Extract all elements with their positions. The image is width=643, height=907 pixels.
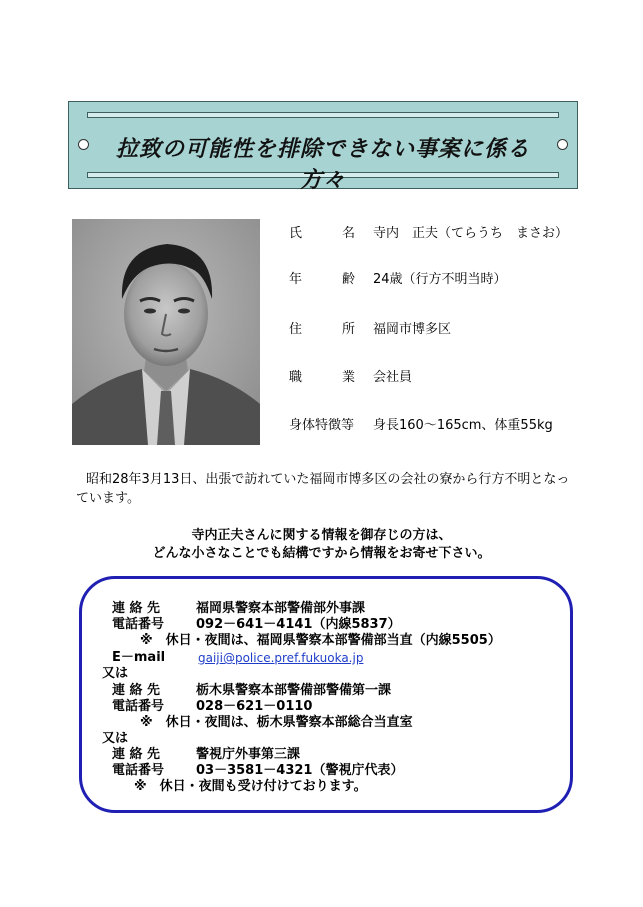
contact-label: 連 絡 先	[112, 683, 161, 698]
tochigi-note: ※ 休日・夜間は、栃木県警察本部総合当直室	[140, 715, 413, 730]
banner-top-rail	[87, 112, 559, 118]
age-label: 年 齢	[289, 272, 355, 287]
or-label-2: 又は	[102, 731, 129, 746]
fukuoka-phone-row	[112, 617, 401, 633]
fukuoka-email-link[interactable]: gaiji@police.pref.fukuoka.jp	[198, 651, 364, 665]
name-label: 氏 名	[289, 226, 355, 241]
mpd-org: 警視庁外事第三課	[196, 747, 301, 762]
contact-box	[79, 576, 573, 813]
mpd-phone-row	[112, 763, 404, 779]
physical-value: 身長160～165cm、体重55kg	[373, 418, 553, 433]
occupation-value: 会社員	[373, 370, 413, 385]
phone-label: 電話番号	[112, 763, 165, 778]
email-label: E－mail	[112, 650, 166, 665]
or-label-1: 又は	[102, 666, 129, 681]
mpd-contact-row	[112, 747, 301, 763]
tochigi-phone: 028－621－0110	[196, 699, 313, 714]
address-label: 住 所	[289, 322, 355, 337]
fukuoka-email-row	[112, 650, 364, 666]
age-value: 24歳（行方不明当時）	[373, 272, 507, 287]
mpd-note: ※ 休日・夜間も受け付けております。	[134, 779, 367, 794]
address-value: 福岡市博多区	[373, 322, 452, 337]
phone-label: 電話番号	[112, 699, 165, 714]
mpd-phone: 03－3581－4321（警視庁代表）	[196, 763, 404, 778]
fukuoka-note: ※ 休日・夜間は、福岡県警察本部警備部当直（内線5505）	[140, 633, 501, 648]
name-value: 寺内 正夫（てらうち まさお）	[373, 226, 569, 241]
occupation-label: 職 業	[289, 370, 355, 385]
fukuoka-org: 福岡県警察本部警備部外事課	[196, 601, 366, 616]
circle-icon-left	[78, 139, 89, 150]
case-description: 昭和28年3月13日、出張で訪れていた福岡市博多区の会社の寮から行方不明となっています。	[76, 472, 570, 506]
tochigi-org: 栃木県警察本部警備部警備第一課	[196, 683, 392, 698]
phone-label: 電話番号	[112, 617, 165, 632]
circle-icon-right	[557, 139, 568, 150]
notice-line-2: どんな小さなことでも結構ですから情報をお寄せ下さい。	[152, 546, 491, 561]
fukuoka-contact-row	[112, 601, 366, 617]
tochigi-contact-row	[112, 683, 392, 699]
page-title: 拉致の可能性を排除できない事案に係る方々	[115, 136, 530, 193]
contact-label: 連 絡 先	[112, 747, 161, 762]
tochigi-phone-row	[112, 699, 313, 715]
person-photo	[72, 219, 260, 445]
contact-label: 連 絡 先	[112, 601, 161, 616]
notice-line-1: 寺内正夫さんに関する情報を御存じの方は、	[191, 528, 452, 543]
physical-label: 身体特徴等	[289, 418, 355, 433]
fukuoka-phone: 092－641－4141（内線5837）	[196, 617, 401, 632]
title-banner	[68, 101, 578, 193]
